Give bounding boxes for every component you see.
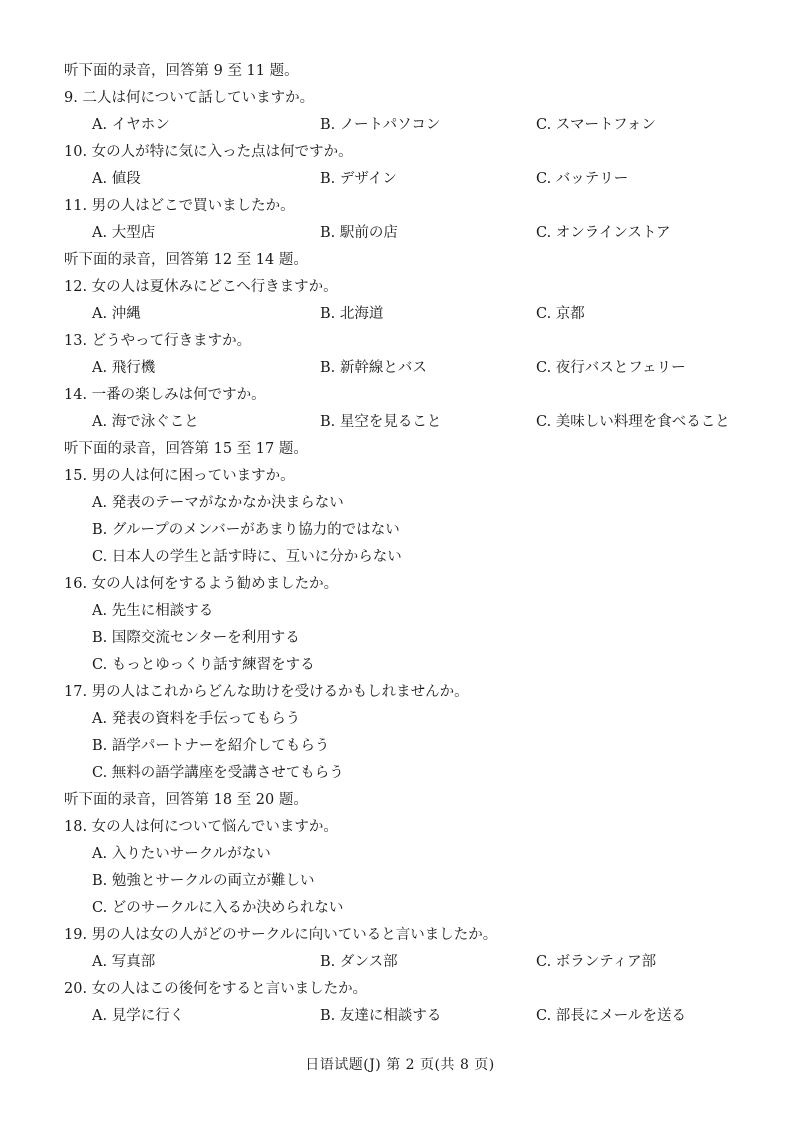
option-c: C. 日本人の学生と話す時に、互いに分からない [92,549,402,565]
options-row-11 [64,220,764,247]
question-stem-19: 19. 男の人は女の人がどのサークルに向いていると言いましたか。 [64,927,498,943]
options-row-10 [64,166,764,193]
option-b: B. ノートパソコン [320,117,441,133]
option-a: A. 写真部 [92,954,156,970]
option-c: C. 夜行バスとフェリー [536,360,686,376]
option-a: A. 沖縄 [92,306,141,322]
option-a: A. 発表の資料を手伝ってもらう [92,711,301,727]
option-b: B. 新幹線とバス [320,360,427,376]
option-c: C. スマートフォン [536,117,656,133]
section-header: 听下面的录音，回答第 18 至 20 题。 [64,792,308,808]
option-a: A. 飛行機 [92,360,156,376]
option-c: C. 美味しい料理を食べること [536,414,730,430]
option-b: B. 駅前の店 [320,225,398,241]
option-b: B. 友達に相談する [320,1008,442,1024]
question-stem-13: 13. どうやって行きますか。 [64,333,252,349]
option-b: B. 国際交流センターを利用する [92,630,300,646]
option-c: C. バッテリー [536,171,629,187]
option-c: C. もっとゆっくり話す練習をする [92,657,315,673]
options-row-13 [64,355,764,382]
options-row-20 [64,1003,764,1030]
option-b: B. デザイン [320,171,397,187]
option-c: C. ボランティア部 [536,954,657,970]
option-c: C. 無料の語学講座を受講させてもらう [92,765,344,781]
option-c: C. 部長にメールを送る [536,1008,687,1024]
option-a: A. 入りたいサークルがない [92,846,271,862]
option-a: A. 見学に行く [92,1008,185,1024]
question-stem-14: 14. 一番の楽しみは何ですか。 [64,387,266,403]
option-a: A. 先生に相談する [92,603,214,619]
question-stem-16: 16. 女の人は何をするよう勧めましたか。 [64,576,339,592]
question-stem-15: 15. 男の人は何に困っていますか。 [64,468,295,484]
option-b: B. 語学パートナーを紹介してもらう [92,738,330,754]
question-stem-12: 12. 女の人は夏休みにどこへ行きますか。 [64,279,338,295]
section-header: 听下面的录音，回答第 12 至 14 题。 [64,252,308,268]
section-header: 听下面的录音，回答第 9 至 11 题。 [64,63,299,79]
option-c: C. どのサークルに入るか決められない [92,900,344,916]
page-footer: 日语试题(J) 第 2 页(共 8 页) [305,1057,495,1073]
question-stem-10: 10. 女の人が特に気に入った点は何ですか。 [64,144,353,160]
option-b: B. グループのメンバーがあまり協力的ではない [92,522,400,538]
option-b: B. 勉強とサークルの両立が難しい [92,873,315,889]
question-stem-17: 17. 男の人はこれからどんな助けを受けるかもしれませんか。 [64,684,469,700]
options-row-14 [64,409,764,436]
option-a: A. 発表のテーマがなかなか決まらない [92,495,344,511]
option-b: B. ダンス部 [320,954,398,970]
option-a: A. イヤホン [92,117,170,133]
option-a: A. 値段 [92,171,141,187]
option-c: C. 京都 [536,306,585,322]
option-a: A. 大型店 [92,225,156,241]
options-row-9 [64,112,764,139]
question-stem-11: 11. 男の人はどこで買いましたか。 [64,198,295,214]
options-row-19 [64,949,764,976]
option-c: C. オンラインストア [536,225,671,241]
option-b: B. 北海道 [320,306,384,322]
question-stem-20: 20. 女の人はこの後何をすると言いましたか。 [64,981,368,997]
option-b: B. 星空を見ること [320,414,442,430]
section-header: 听下面的录音，回答第 15 至 17 题。 [64,441,308,457]
option-a: A. 海で泳ぐこと [92,414,199,430]
options-row-12 [64,301,764,328]
question-stem-9: 9. 二人は何について話していますか。 [64,90,315,106]
exam-page [64,58,764,1030]
question-stem-18: 18. 女の人は何について悩んでいますか。 [64,819,338,835]
